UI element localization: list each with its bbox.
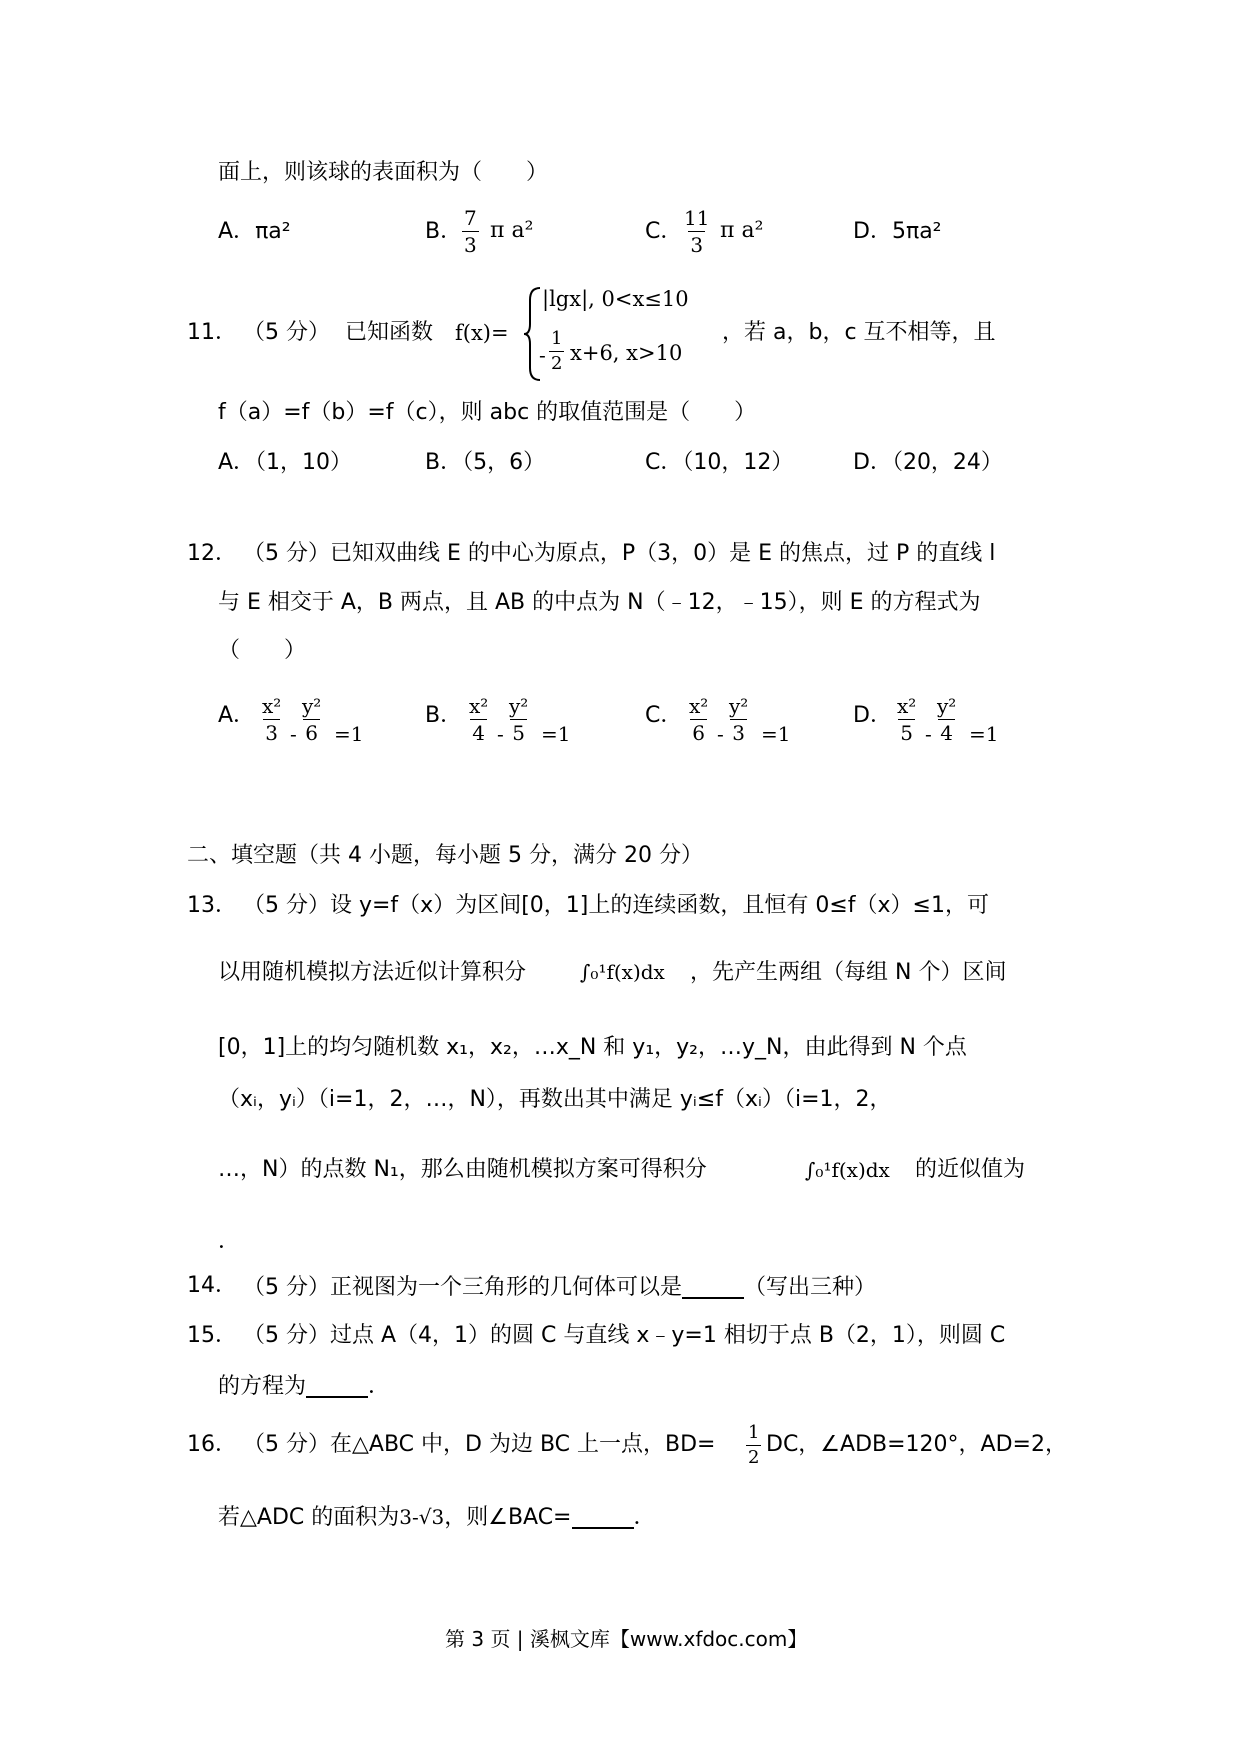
question-text: （5 分）正视图为一个三角形的几何体可以是 [243,1275,682,1300]
q16-line1a: （5 分）在△ABC 中，D 为边 BC 上一点，BD= [243,1432,716,1457]
fraction [507,696,530,743]
option-tail: π a² [490,218,534,243]
fraction [682,208,711,255]
question-end: ． [633,1505,656,1530]
q13-integral: ∫₀¹f(x)dx [580,960,665,984]
q16-number: 16． [187,1432,237,1457]
fraction-numerator: x² [469,694,489,718]
answer-blank [306,1374,368,1398]
option-label: B． [425,703,463,728]
fraction-numerator: 11 [684,206,710,230]
equation-tail: =1 [334,722,364,746]
q11-lead: 已知函数 [345,320,434,345]
question-tail: （写出三种） [744,1275,877,1300]
fraction [935,696,958,743]
section-heading: 二、填空题（共 4 小题，每小题 5 分，满分 20 分） [187,843,703,868]
minus-sign: - [497,722,504,746]
q16-line2 [218,1505,656,1529]
root-expression: 3-√3 [399,1505,445,1529]
q13-number: 13． [187,893,237,918]
q13-line6: ． [218,1229,241,1254]
q12-number: 12． [187,541,237,566]
fraction [687,696,710,743]
fraction-denominator: 4 [472,721,486,745]
minus-sign: - [539,343,546,367]
q13-line5a: …，N）的点数 N₁，那么由随机模拟方案可得积分 [218,1157,707,1182]
fraction-denominator: 2 [748,1447,760,1468]
q16-line1b: DC，∠ADB=120°，AD=2， [766,1432,1067,1457]
question-text: 若△ADC 的面积为 [218,1505,400,1530]
fraction [746,1424,761,1467]
fraction-numerator: 1 [551,328,563,349]
q11-after: ，若 a，b，c 互不相等，且 [722,320,996,345]
q11-option-c: C．（10，12） [645,450,794,475]
q13-line2a: 以用随机模拟方法近似计算积分 [218,960,527,985]
q13-line4: （xᵢ，yᵢ）（i=1，2，…，N），再数出其中满足 yᵢ≤f（xᵢ）（i=1，2， [218,1087,892,1112]
option-label: A． [218,703,256,728]
fraction-denominator: 2 [551,353,563,374]
q15-number: 15． [187,1323,237,1348]
q12-line2: 与 E 相交于 A，B 两点，且 AB 的中点为 N（﹣12，﹣15），则 E 的方程式为 [218,590,981,615]
q12-line1: （5 分）已知双曲线 E 的中心为原点，P（3，0）是 E 的焦点，过 P 的直线 l [243,541,996,566]
minus-sign: - [717,722,724,746]
fraction-denominator: 6 [692,721,706,745]
equation-tail: =1 [541,722,571,746]
option-label: B． [425,219,463,244]
question-text: 的方程为 [218,1374,307,1399]
fraction-denominator: 4 [940,721,954,745]
q10-option-d [853,221,942,243]
fraction [895,696,918,743]
minus-sign: - [925,722,932,746]
option-label: A． [218,219,256,244]
q11-number: 11． [187,320,237,345]
option-tail: π a² [720,218,764,243]
fraction-numerator: y² [509,694,529,718]
q14-number: 14． [187,1273,237,1298]
q11-option-a: A．（1，10） [218,450,353,475]
fraction-numerator: y² [729,694,749,718]
option-label: D． [853,219,892,244]
option-text: 5πa² [891,219,942,244]
q11-option-d: D．（20，24） [853,450,1003,475]
equation-tail: =1 [761,722,791,746]
fraction-numerator: y² [302,694,322,718]
fraction [549,330,564,373]
minus-sign: - [290,722,297,746]
q13-integral-2: ∫₀¹f(x)dx [805,1158,890,1182]
q11-function-name: f(x)= [455,321,509,345]
q11-line2: f（a）=f（b）=f（c），则 abc 的取值范围是（ ） [218,400,757,425]
fraction-numerator: 1 [748,1422,760,1443]
question-end: ． [368,1374,391,1399]
fraction-denominator: 5 [900,721,914,745]
fraction-numerator: x² [897,694,917,718]
q13-line3: [0，1]上的均匀随机数 x₁，x₂，…x_N 和 y₁，y₂，…y_N，由此得到 N 个点 [218,1035,967,1060]
q13-line1: （5 分）设 y=f（x）为区间[0，1]上的连续函数，且恒有 0≤f（x）≤1，可 [243,893,989,918]
fraction [467,696,490,743]
q11-score: （5 分） [243,320,330,345]
fraction-numerator: y² [937,694,957,718]
fraction-denominator: 3 [265,721,279,745]
option-label: C． [645,219,683,244]
q12-line3: （ ） [218,638,307,663]
fraction-denominator: 3 [690,233,704,257]
q11-option-b: B．（5，6） [425,450,546,475]
fraction-numerator: x² [689,694,709,718]
answer-blank [682,1275,744,1299]
q11-case1: |lgx|, 0<x≤10 [542,287,689,311]
fraction-denominator: 5 [512,721,526,745]
fraction [300,696,323,743]
fraction [260,696,283,743]
fraction-numerator: x² [262,694,282,718]
brace-icon [522,286,544,382]
q13-line2b: ，先产生两组（每组 N 个）区间 [690,960,1007,985]
fraction [727,696,750,743]
equation-tail: =1 [969,722,999,746]
q14-question [243,1275,876,1299]
question-text-2: ，则∠BAC= [444,1505,572,1530]
option-text: πa² [255,219,291,244]
answer-blank [572,1505,634,1529]
fraction [462,208,479,255]
q15-line1: （5 分）过点 A（4，1）的圆 C 与直线 x﹣y=1 相切于点 B（2，1），则圆 C [243,1323,1006,1348]
fraction-denominator: 3 [732,721,746,745]
q15-line2 [218,1374,390,1398]
fraction-denominator: 3 [464,233,477,257]
q10-option-a [218,221,291,243]
option-label: D． [853,703,892,728]
case-tail: x+6, x>10 [570,341,683,365]
q10-stem: 面上，则该球的表面积为（ ） [218,160,549,185]
fraction-denominator: 6 [305,721,319,745]
q13-line5b: 的近似值为 [915,1157,1026,1182]
fraction-numerator: 7 [464,206,477,230]
option-label: C． [645,703,683,728]
page-footer: 第 3 页 | 溪枫文库【www.xfdoc.com】 [445,1627,808,1651]
